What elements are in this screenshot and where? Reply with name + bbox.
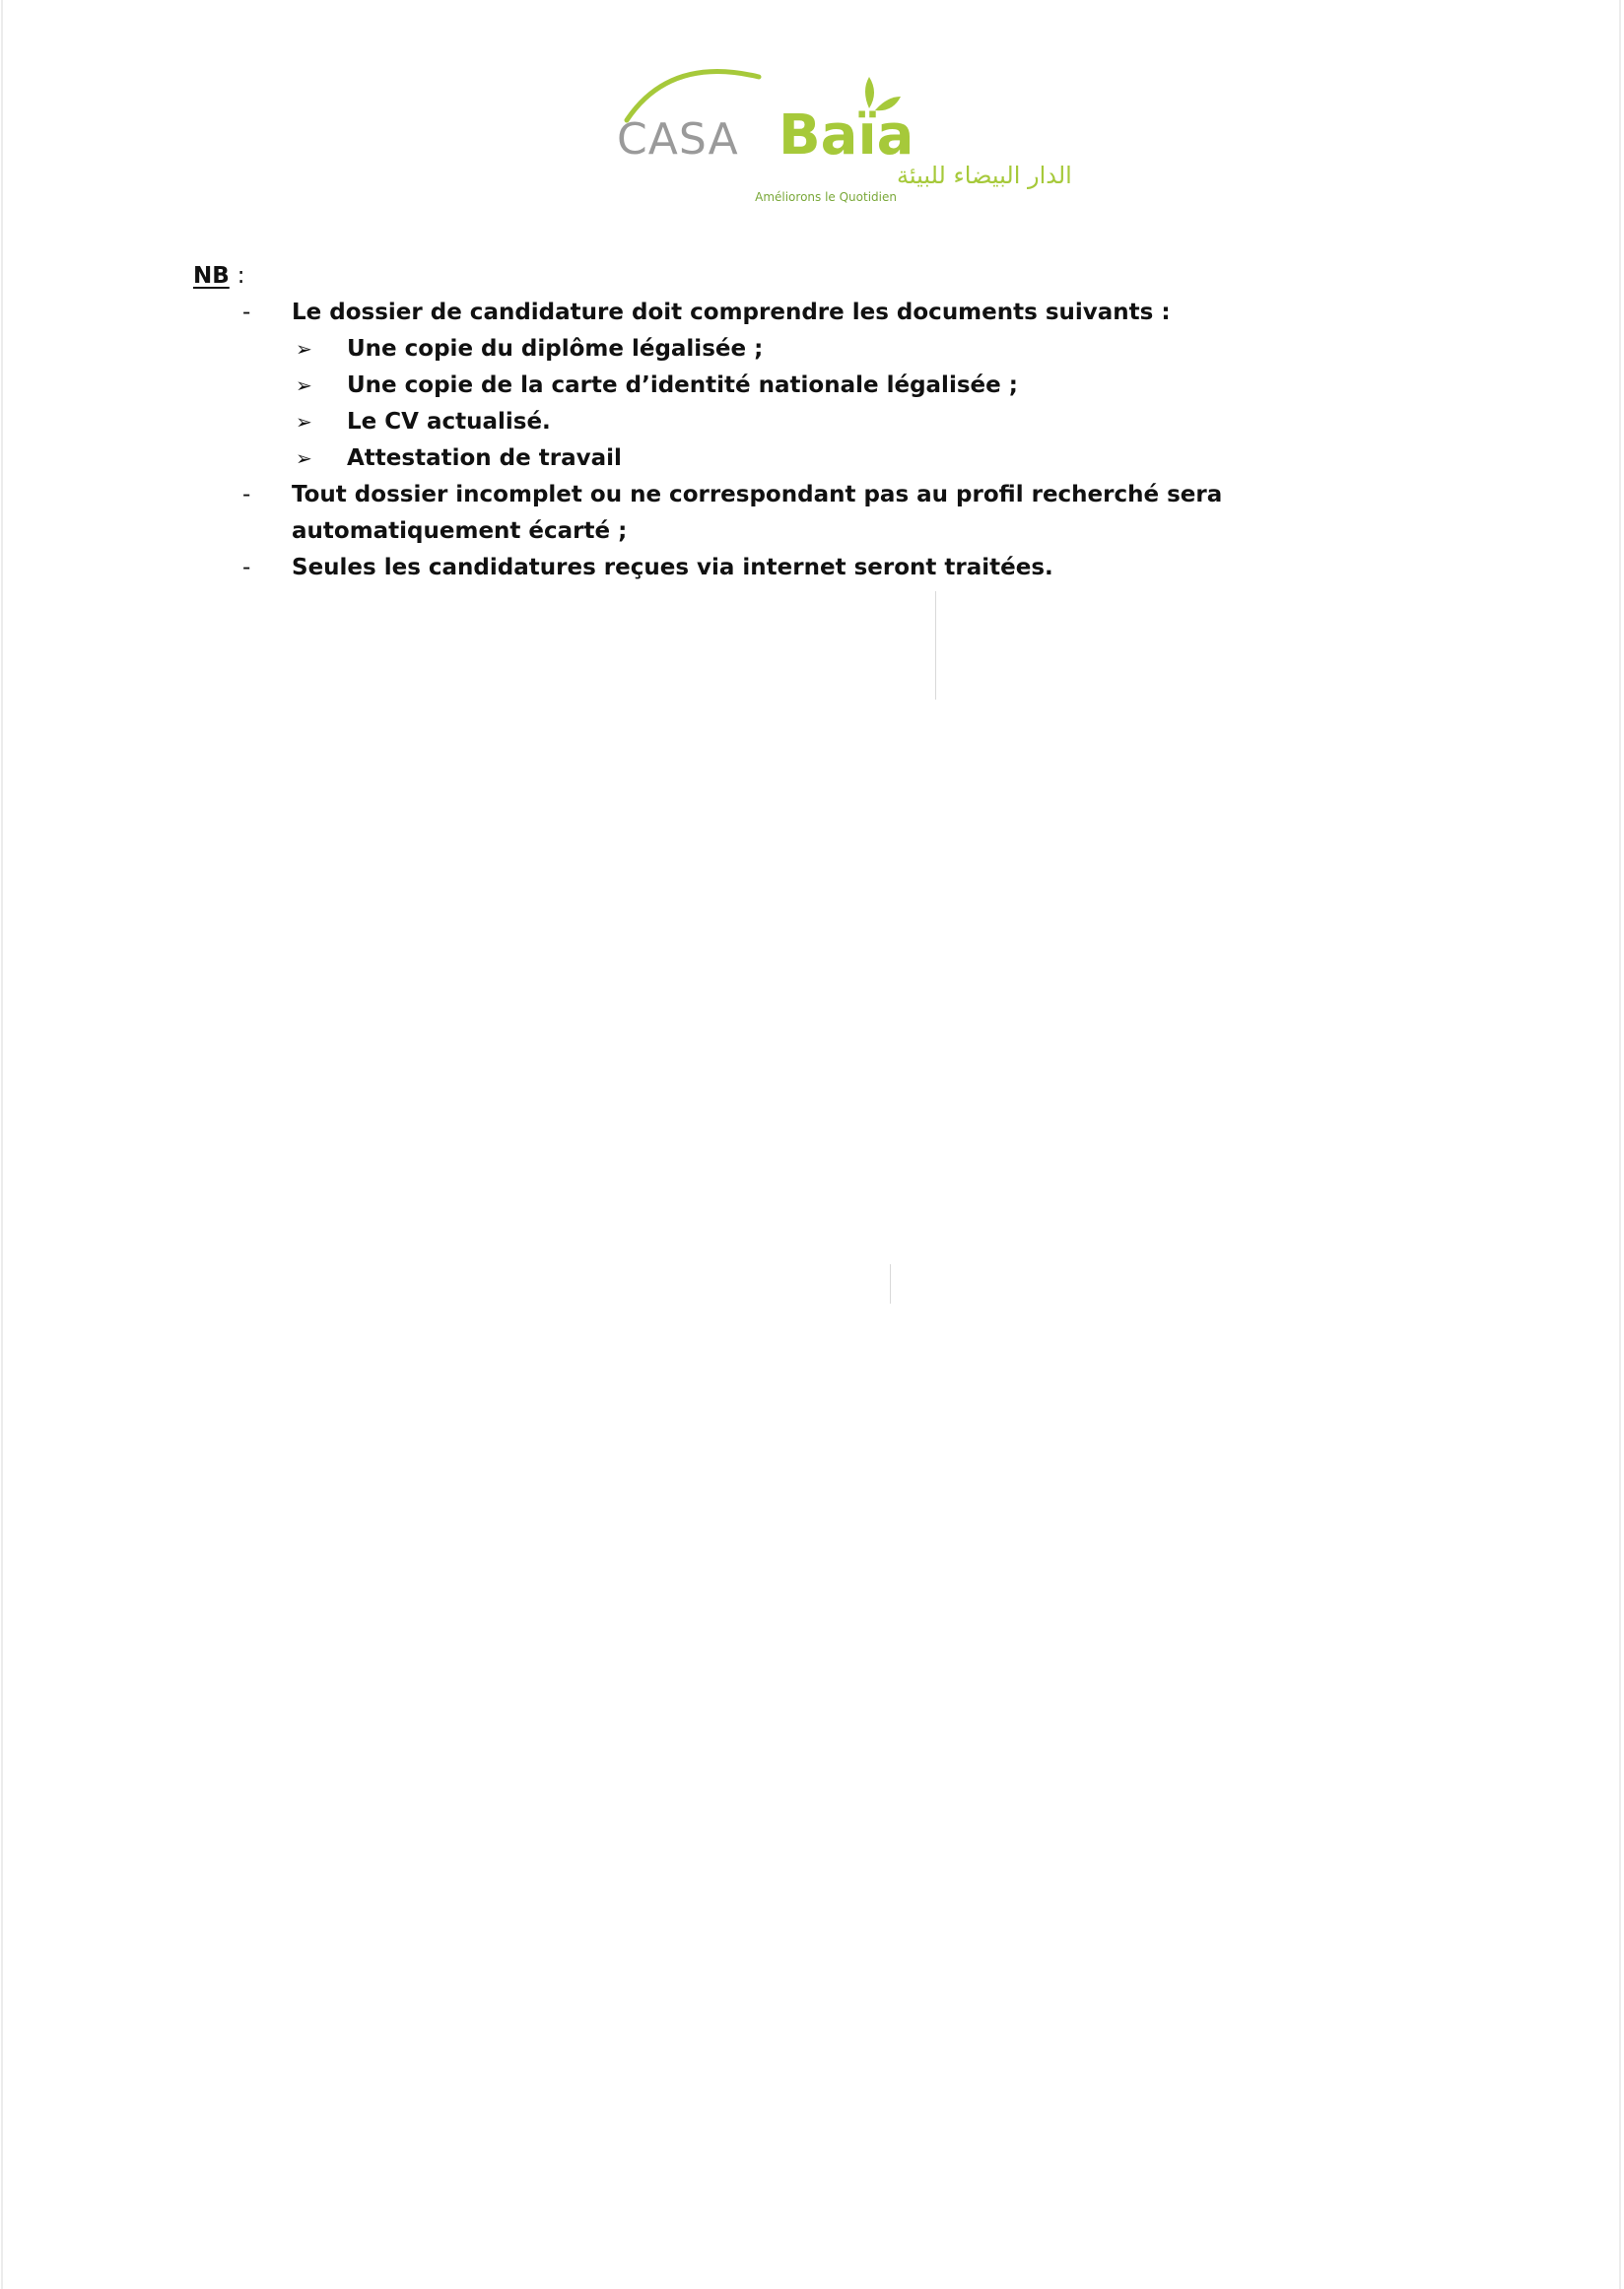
logo-tagline: Améliorons le Quotidien [755,190,897,204]
note-item-text: Le dossier de candidature doit comprendre les documents suivants : [292,300,1171,325]
list-item [292,331,1415,368]
logo-brand-left: CASA [617,114,739,165]
list-item-text: Attestation de travail [347,445,622,471]
scan-artifact-line [890,1264,891,1304]
list-item-text: Une copie du diplôme légalisée ; [347,336,764,362]
nb-label: NB [193,263,230,289]
note-section [193,258,1415,586]
list-item [292,368,1415,404]
arrow-bullet-icon: ➢ [296,446,312,470]
logo-brand-right: Baïa [778,103,914,168]
dash-bullet: - [242,300,251,325]
arrow-bullet-icon: ➢ [296,410,312,434]
list-item-text: Une copie de la carte d’identité nationale légalisée ; [347,372,1018,398]
note-item-internet [193,550,1415,586]
dash-bullet: - [242,555,251,580]
scan-edge-left [1,0,3,2289]
casa-baia-logo [611,61,1072,209]
logo-arabic-name: الدار البيضاء للبيئة [897,162,1072,189]
list-item [292,404,1415,440]
scan-edge-right [1619,0,1621,2289]
required-documents-list [292,331,1415,477]
arrow-bullet-icon: ➢ [296,337,312,361]
note-item-text: Seules les candidatures reçues via internet seront traitées. [292,555,1053,580]
scan-artifact-line [935,591,936,700]
note-heading [193,258,1415,295]
note-item-incomplete [193,477,1415,550]
note-item-documents [193,295,1415,477]
list-item [292,440,1415,477]
list-item-text: Le CV actualisé. [347,409,551,435]
dash-bullet: - [242,482,251,507]
note-item-text: Tout dossier incomplet ou ne correspondant pas au profil recherché sera automatiquement écarté ; [292,482,1223,544]
arrow-bullet-icon: ➢ [296,373,312,397]
nb-colon: : [237,263,245,289]
